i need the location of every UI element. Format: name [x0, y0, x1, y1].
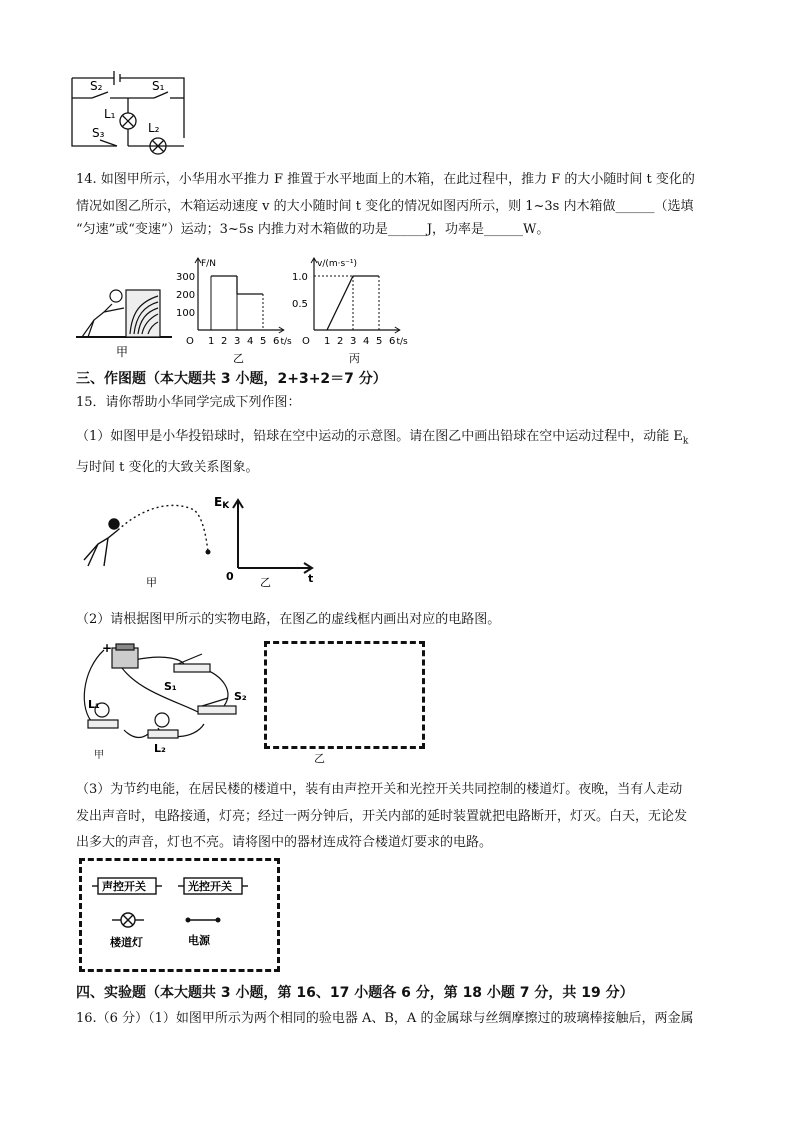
chart-bing-ytick: 1.0	[292, 272, 308, 283]
chart-bing-xtick: 2	[337, 336, 344, 347]
q15-intro: 15．请你帮助小华同学完成下列作图：	[76, 395, 301, 410]
chart-yi	[168, 252, 292, 365]
answer-box-caption-yi: 乙	[314, 752, 325, 765]
label-l1: L₁	[104, 107, 116, 121]
chart-yi-xtick: 2	[221, 336, 228, 347]
ek-caption-yi: 乙	[260, 576, 271, 589]
shotput-figure	[74, 488, 324, 588]
q15-p3-line1: （3）为节约电能，在居民楼的楼道中，装有由声控开关和光控开关共同控制的楼道灯。夜晚，当有人走动	[76, 782, 683, 797]
chart-bing-caption: 丙	[349, 352, 360, 365]
q15-p3-line3: 出多大的声音，灯也不亮。请将图中的器材连成符合楼道灯要求的电路。	[76, 835, 493, 850]
chart-yi-xtick: 5	[260, 336, 267, 347]
q15-p1-line1: （1）如图甲是小华投铅球时，铅球在空中运动的示意图。请在图乙中画出铅球在空中运动过程中，动能 $E_k$	[76, 429, 689, 447]
chart-yi-ytick: 100	[176, 308, 196, 319]
fig2-l1: L₁	[88, 698, 100, 711]
chart-yi-ytick: 300	[176, 272, 196, 283]
chart-bing-xtick: 1	[324, 336, 331, 347]
components-diagram	[88, 868, 268, 958]
fig2-l2: L₂	[154, 742, 166, 755]
chart-bing-xtick: 3	[350, 336, 357, 347]
q14-line3: “匀速”或“变速”）运动；3~5s 内推力对木箱做的功是______J，功率是______W。	[76, 222, 550, 237]
chart-bing-xtick: 4	[363, 336, 370, 347]
physical-circuit-jia	[74, 640, 249, 760]
top-circuit-diagram	[62, 66, 192, 162]
q14-line1: 14. 如图甲所示，小华用水平推力 F 推置于水平地面上的木箱，在此过程中，推力 F 的大小随时间 t 变化的	[76, 172, 695, 187]
light-switch-label: 光控开关	[188, 880, 232, 893]
q15-p3-line2: 发出声音时，电路接通，灯亮；经过一两分钟后，开关内部的延时装置就把电路断开，灯灭。白天，无论发	[76, 809, 688, 824]
t-axis-label: t	[308, 572, 314, 585]
chart-bing	[280, 252, 415, 365]
label-s3: S₃	[92, 126, 105, 140]
q16-line1: 16.（6 分）（1）如图甲所示为两个相同的验电器 A、B，A 的金属球与丝绸摩擦过的玻璃棒接触后，两金属	[76, 1011, 694, 1026]
ek-axis-label: EK	[214, 495, 230, 511]
chart-bing-xtick: 6	[389, 336, 396, 347]
chart-yi-caption: 乙	[233, 352, 244, 365]
chart-bing-xtick: 5	[376, 336, 383, 347]
chart-yi-xlabel: t/s	[280, 337, 292, 347]
sound-switch-label: 声控开关	[102, 880, 146, 893]
chart-yi-ytick: 200	[176, 290, 196, 301]
chart-yi-xtick: 3	[234, 336, 241, 347]
axis-zero: 0	[226, 570, 234, 583]
answer-dashed-box	[264, 641, 425, 749]
chart-yi-xtick: 6	[273, 336, 280, 347]
chart-yi-ylabel: F/N	[201, 259, 216, 269]
label-l2: L₂	[148, 121, 160, 135]
fig2-s2: S₂	[234, 690, 247, 703]
q15-p2: （2）请根据图甲所示的实物电路，在图乙的虚线框内画出对应的电路图。	[76, 612, 501, 627]
chart-yi-xtick: 1	[208, 336, 215, 347]
chart-bing-ylabel: v/(m·s⁻¹)	[317, 259, 358, 269]
chart-bing-xlabel: t/s	[396, 337, 408, 347]
chart-yi-xtick: 4	[247, 336, 254, 347]
fig2-caption-jia: 甲	[94, 750, 104, 761]
fig-jia-caption: 甲	[116, 345, 129, 359]
q14-line2: 情况如图乙所示，木箱运动速度 v 的大小随时间 t 变化的情况如图丙所示，则 1~3s 内木箱做______（选填	[76, 199, 694, 214]
lamp-label: 楼道灯	[110, 936, 143, 949]
chart-yi-origin: O	[186, 336, 194, 347]
label-s1: S₁	[152, 79, 165, 93]
shotput-caption-jia: 甲	[146, 576, 157, 589]
power-label: 电源	[188, 934, 210, 947]
fig2-s1: S₁	[164, 680, 177, 693]
q14-figure-jia	[74, 282, 174, 360]
chart-bing-origin: O	[302, 336, 310, 347]
chart-bing-ytick: 0.5	[292, 299, 308, 310]
q15-p1-line2: 与时间 t 变化的大致关系图象。	[76, 460, 259, 475]
section4-heading: 四、实验题（本大题共 3 小题，第 16、17 小题各 6 分，第 18 小题 7 分，共 19 分）	[76, 985, 634, 1001]
label-s2: S₂	[90, 79, 103, 93]
battery-plus: +	[102, 641, 113, 655]
section3-heading: 三、作图题（本大题共 3 小题，2+3+2＝7 分）	[76, 371, 387, 387]
